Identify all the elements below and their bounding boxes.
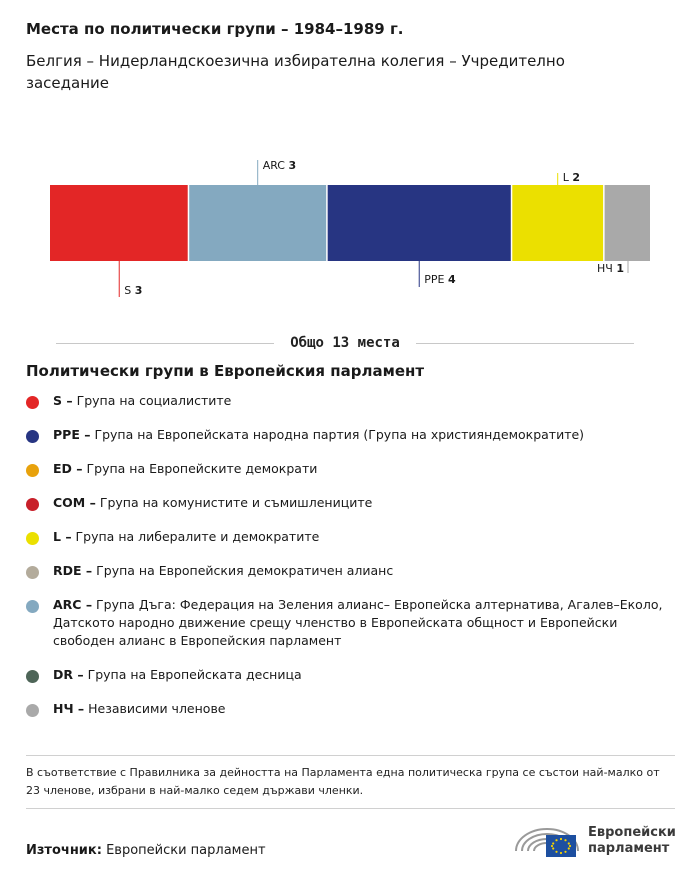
legend-item-нч [26,700,666,718]
legend-name: Група на Европейските демократи [82,461,318,476]
legend-abbr: L – [53,529,72,544]
legend-item-rde [26,562,666,580]
total-seats-label: Общо 13 места [290,335,400,351]
legend-item-ed [26,460,666,478]
segment-group-нч: НЧ [597,262,617,275]
european-parliament-logo[interactable] [512,818,682,864]
legend-dot-icon [26,566,39,579]
logo-text: Европейски парламент [588,825,676,856]
segment-label-ppe [424,273,456,286]
segment-group-ppe: PPE [424,273,448,286]
legend-dot-icon [26,704,39,717]
legend-dot-icon [26,498,39,511]
legend-item-dr [26,666,666,684]
divider-right [416,343,634,344]
legend-abbr: ED – [53,461,83,476]
bar-segment-arc [188,185,326,261]
segment-label-s [124,284,142,297]
legend-abbr: ARC – [53,597,93,612]
legend-name: Независими членове [84,701,226,716]
legend-abbr: НЧ – [53,701,85,716]
segment-group-arc: ARC [262,159,289,172]
legend-item-l [26,528,666,546]
seats-stacked-bar-chart [0,150,700,310]
segment-value-нч: 1 [616,262,624,275]
legend-dot-icon [26,464,39,477]
bar-segment-s [50,185,188,261]
segment-value-ppe: 4 [447,273,456,286]
legend-name: Група на комунистите и съмишлениците [95,495,373,510]
chart-subtitle: Белгия – Нидерландскоезична избирателна колегия – Учредително заседание [26,52,565,92]
legend-item-s [26,392,666,410]
segment-value-s: 3 [134,284,143,297]
legend-dot-icon [26,600,39,613]
bar-segment-l [512,185,604,261]
legend-title: Политически групи в Европейския парламент [26,362,425,380]
legend-abbr: S – [53,393,73,408]
legend-name: Група на социалистите [72,393,232,408]
legend-item-com [26,494,666,512]
legend-name: Група на Европейската народна партия (Група на християндемократите) [90,427,585,442]
divider-left [56,343,274,344]
parliament-hemicycle-icon [512,821,582,861]
segment-group-l: L [562,171,573,184]
segment-label-нч [597,262,624,275]
legend-item-ppe [26,426,666,444]
segment-label-l [563,171,580,184]
legend-dot-icon [26,670,39,683]
segment-group-s: S [124,284,135,297]
legend-list [26,392,666,734]
total-seats-row [56,333,634,353]
legend-dot-icon [26,430,39,443]
legend-dot-icon [26,532,39,545]
note-divider-top [26,755,675,756]
bar-segment-ppe [327,185,512,261]
bar-segment-нч [604,185,650,261]
legend-name: Група на либералите и демократите [71,529,320,544]
legend-abbr: COM – [53,495,96,510]
legend-abbr: RDE – [53,563,93,578]
legend-name: Група на Европейския демократичен алианс [92,563,394,578]
legend-dot-icon [26,396,39,409]
legend-item-arc [26,596,666,650]
footnote: В съответствие с Правилника за дейността на Парламента една политическа група се състои най-малко от 23 членове, избрани в най-малко седем държави членки. [26,766,660,797]
legend-abbr: DR – [53,667,84,682]
segment-value-l: 2 [572,171,580,184]
source-value: Европейски парламент [106,843,266,858]
legend-abbr: PPE – [53,427,91,442]
segment-value-arc: 3 [288,159,297,172]
segment-label-arc [263,159,296,172]
legend-name: Група Дъга: Федерация на Зеления алианс– Европейска алтернатива, Агалев–Еколо, Датското народно движение срещу членство в Европейската общност и Европейски свободен алианс в Европейския парламент [53,597,663,648]
legend-name: Група на Европейската десница [83,667,302,682]
source-label: Източник: [26,843,102,858]
note-divider-bottom [26,808,675,809]
chart-title: Места по политически групи – 1984–1989 г. [26,20,404,38]
source-line [26,843,266,858]
